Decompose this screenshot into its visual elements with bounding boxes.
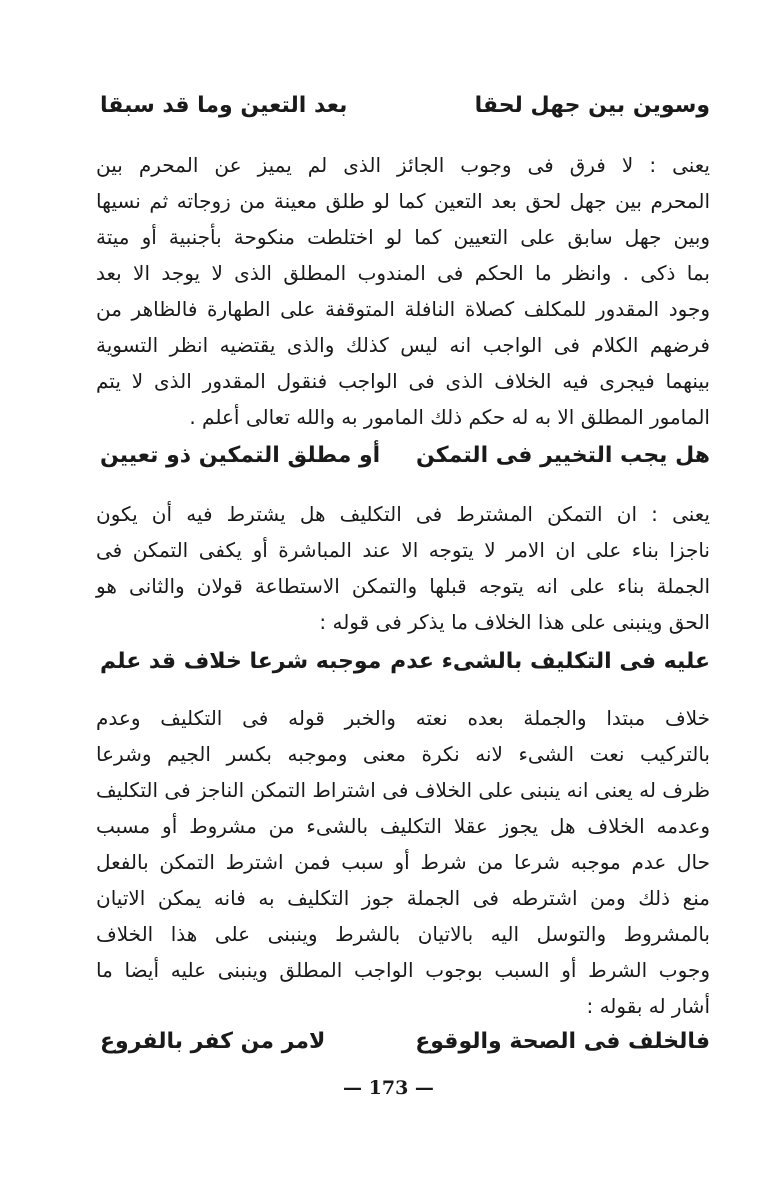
text-line: بما ذكى . وانظر ما الحكم فى المندوب المطلق الذى لا يوجد الا بعد [96, 261, 710, 285]
text-line: الجملة بناء على انه يتوجه قبلها والتمكن الاستطاعة قولان والثانى هو [96, 574, 710, 598]
commentary-paragraph-2 [96, 496, 710, 640]
text-line: وبين جهل سابق على التعيين كما لو اختلطت منكوحة بأجنبية أو ميتة [96, 225, 710, 249]
verse-first-hemistich: عليه فى التكليف بالشىء عدم [390, 649, 710, 674]
verse-line-1 [100, 86, 710, 126]
verse-first-hemistich: هل يجب التخيير فى التمكن [415, 443, 710, 468]
text-line: بالتركيب نعت الشىء لانه نكرة معنى وموجبه بكسر الجيم وشرعا [96, 742, 710, 766]
text-line: بالمشروط والتوسل اليه بالاتيان بالشرط وينبنى على هذا الخلاف [96, 922, 710, 946]
verse-second-hemistich: موجبه شرعا خلاف قد علم [100, 649, 382, 674]
text-line: بينهما فيجرى فيه الخلاف الذى فى الواجب فنقول المقدور الذى لا يتم [96, 369, 710, 393]
text-line: الحق وينبنى على هذا الخلاف ما يذكر فى قوله : [319, 610, 710, 634]
page-number: — 173 — [343, 1077, 434, 1099]
text-line: وجود المقدور للمكلف كصلاة النافلة المتوقفة على الطهارة فالظاهر من [96, 297, 710, 321]
verse-second-hemistich: لامر من كفر بالفروع [100, 1029, 326, 1054]
verse-line-4 [100, 1022, 710, 1062]
text-line: فرضهم الكلام فى الواجب انه ليس كذلك والذى يقتضيه انظر التسوية [96, 333, 710, 357]
text-line: يعنى : لا فرق فى وجوب الجائز الذى لم يميز عن المحرم بين [96, 153, 710, 177]
verse-second-hemistich: أو مطلق التمكين ذو تعيين [100, 443, 381, 468]
verse-first-hemistich: فالخلف فى الصحة والوقوع [415, 1029, 710, 1054]
verse-line-3 [100, 642, 710, 682]
verse-first-hemistich: وسوين بين جهل لحقا [474, 93, 710, 118]
text-line: وجوب الشرط أو السبب بوجوب الواجب المطلق وينبنى عليه أيضا ما [96, 958, 710, 982]
commentary-paragraph-1 [96, 147, 710, 435]
text-line: منع ذلك ومن اشترطه فى الجملة جوز التكليف به فانه يمكن الاتيان [96, 886, 710, 910]
text-line: ظرف له يعنى انه ينبنى على الخلاف فى اشتراط التمكن الناجز فى التكليف [95, 778, 710, 802]
text-line: خلاف مبتدا والجملة بعده نعته والخبر قوله فى التكليف وعدم [96, 706, 710, 730]
text-line: أشار له بقوله : [586, 994, 710, 1018]
verse-second-hemistich: بعد التعين وما قد سبقا [100, 93, 348, 118]
text-line: حال عدم موجبه شرعا من شرط أو سبب فمن اشترط التمكن بالفعل [96, 850, 710, 874]
commentary-paragraph-3 [96, 700, 710, 1024]
text-line: ناجزا بناء على ان الامر لا يتوجه الا عند المباشرة أو يكفى التمكن فى [96, 538, 710, 562]
text-line: المامور المطلق الا به له حكم ذلك المامور به والله تعالى أعلم . [189, 405, 710, 429]
text-line: يعنى : ان التمكن المشترط فى التكليف هل يشترط فيه أن يكون [96, 502, 710, 526]
text-line: وعدمه الخلاف هل يجوز عقلا التكليف بالشىء من مشروط أو مسبب [96, 814, 710, 838]
verse-line-2 [100, 436, 710, 476]
text-line: المحرم بين جهل لحق بعد التعين كما لو طلق معينة من زوجاته ثم نسيها [96, 189, 710, 213]
